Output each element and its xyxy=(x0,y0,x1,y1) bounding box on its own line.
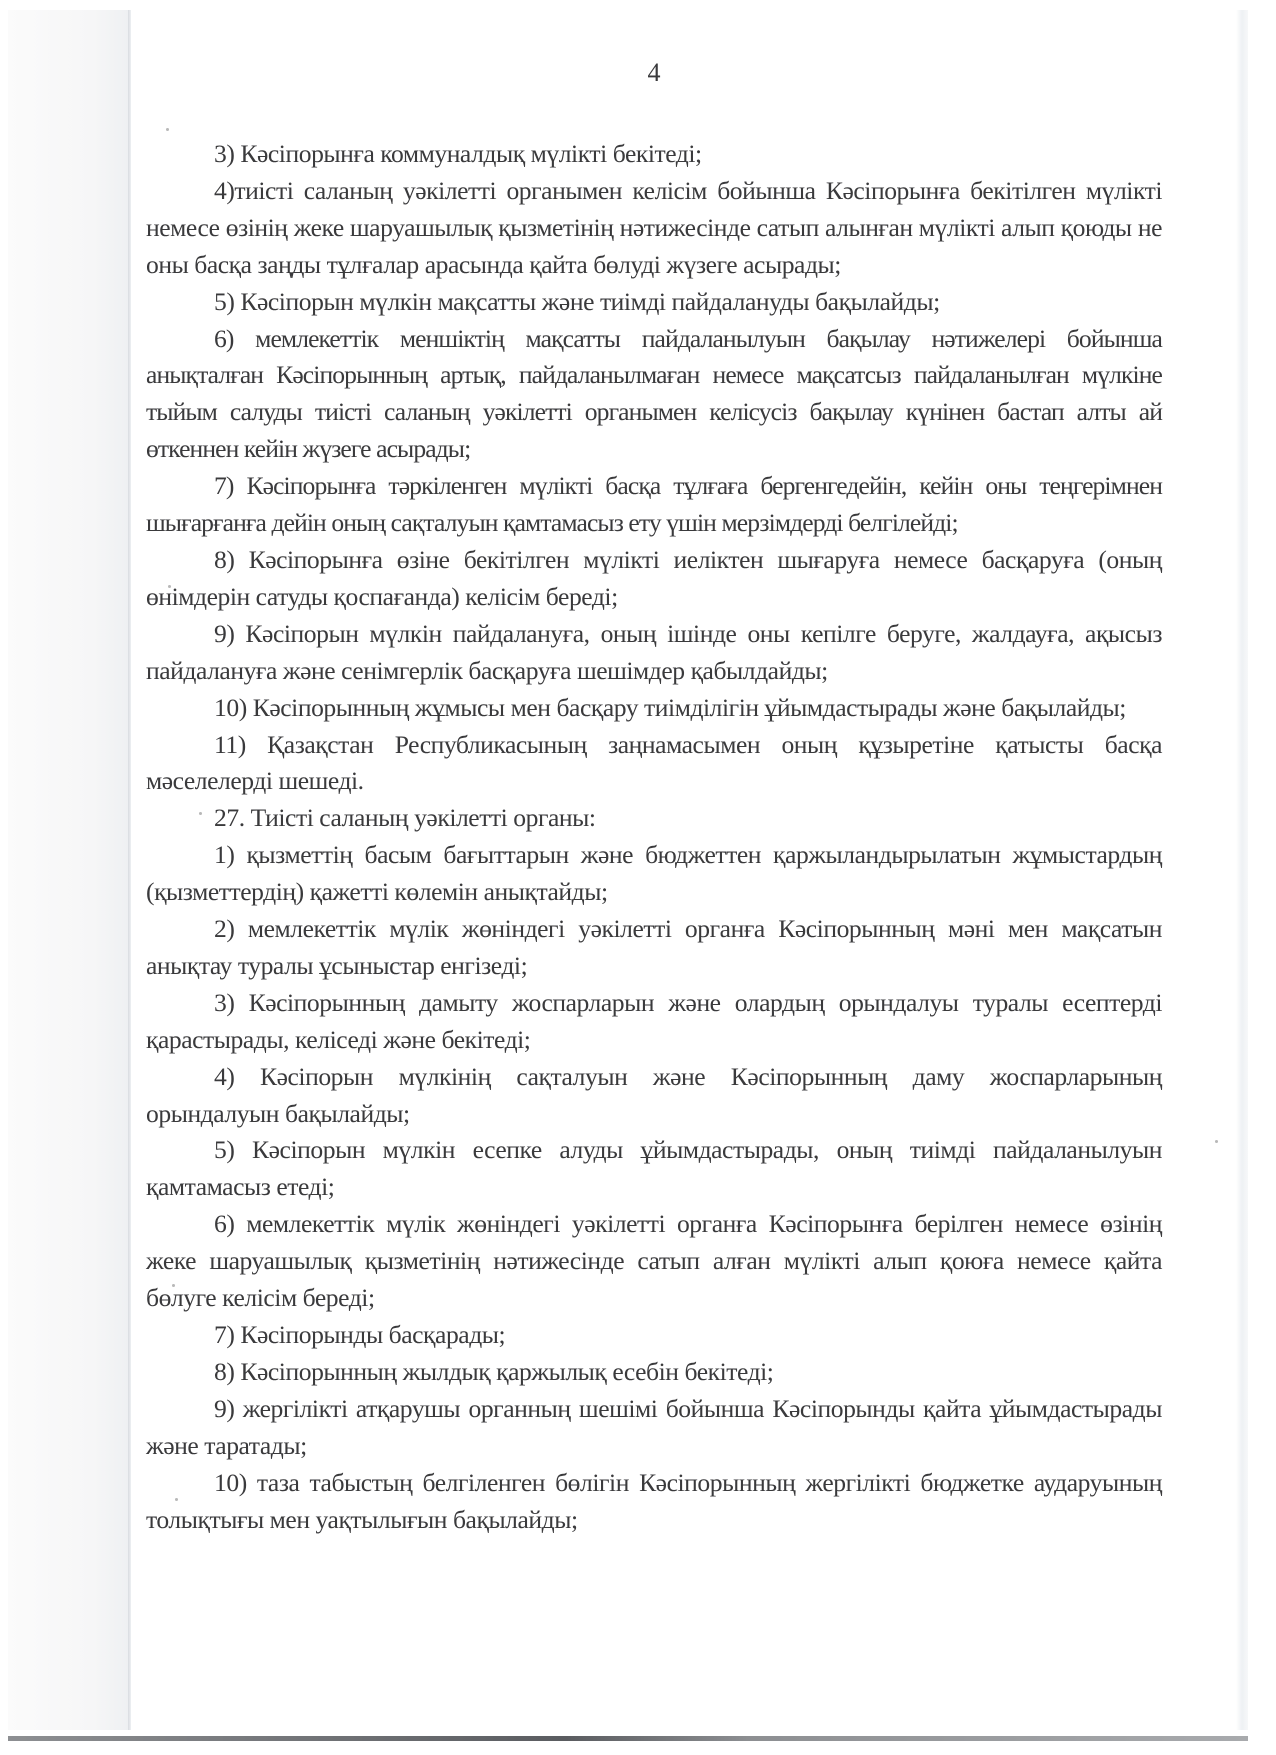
section-27-item-9: 9) жергілікті атқарушы органның шешімі бойынша Кәсіпорынды қайта ұйымдастырады және таратады; xyxy=(146,1393,1162,1460)
section-27-item-7: 7) Кәсіпорынды басқарады; xyxy=(214,1320,506,1349)
paragraph-item-9: 9) Кәсіпорын мүлкін пайдалануға, оның ішінде оны кепілге беруге, жалдауға, ақысыз пайдалануға және сенімгерлік басқаруға шешімдер қабылдайды; xyxy=(146,618,1162,685)
section-27-item-8: 8) Кәсіпорынның жылдық қаржылық есебін бекітеді; xyxy=(214,1356,774,1386)
paragraph-item-3: 3) Кәсіпорынға коммуналдық мүлікті бекітеді; xyxy=(214,139,702,168)
section-27-item-5: 5) Кәсіпорын мүлкін есепке алуды ұйымдастырады, оның тиімді пайдаланылуын қамтамасыз етеді; xyxy=(146,1135,1162,1202)
section-27-item-10: 10) таза табыстың белгіленген бөлігін Кәсіпорынның жергілікті бюджетке аударуының толықтығы мен уақтылығын бақылайды; xyxy=(146,1467,1162,1534)
paragraph-item-5: 5) Кәсіпорын мүлкін мақсатты және тиімді пайдалануды бақылайды; xyxy=(214,286,940,316)
bottom-page-edge-shadow xyxy=(8,1736,1248,1741)
paragraph-item-8: 8) Кәсіпорынға өзіне бекітілген мүлікті иеліктен шығаруға немесе басқаруға (оның өнімдерін сатуды қоспағанда) келісім береді; xyxy=(146,544,1162,611)
paragraph-item-4: 4)тиісті саланың уәкілетті органымен келісім бойынша Кәсіпорынға бекітілген мүлікті немесе өзінің жеке шаруашылық қызметінің нәтижесінде сатып алынған мүлікті алып қоюды не оны басқа заңды тұлғалар арасында қайта бөлуді жүзеге асырады; xyxy=(146,175,1162,279)
paragraph-item-11: 11) Қазақстан Республикасының заңнамасымен оның құзыретіне қатысты басқа мәселелерді шешеді. xyxy=(146,729,1162,796)
paragraph-item-6: 6) мемлекеттік меншіктің мақсатты пайдаланылуын бақылау нәтижелері бойынша анықталған Кәсіпорынның артық, пайдаланылмаған немесе мақсатсыз пайдаланылған мүлкіне тыйым салуды тиісті саланың уәкілетті органымен келісусіз бақылау күнінен бастап алты ай өткеннен кейін жүзеге асырады; xyxy=(146,323,1162,464)
section-27-item-4: 4) Кәсіпорын мүлкінің сақталуын және Кәсіпорынның даму жоспарларының орындалуын бақылайды; xyxy=(146,1061,1162,1128)
section-27-item-1: 1) қызметтің басым бағыттарын және бюджеттен қаржыландырылатын жұмыстардың (қызметтердің) қажетті көлемін анықтайды; xyxy=(146,840,1162,907)
page-fold-edge xyxy=(128,10,131,1730)
document-body xyxy=(146,136,1162,1538)
paragraph-item-10: 10) Кәсіпорынның жұмысы мен басқару тиімділігін ұйымдастырады және бақылайды; xyxy=(214,692,1126,722)
section-27-heading: 27. Тиісті саланың уәкілетті органы: xyxy=(214,803,596,833)
scan-speck xyxy=(1215,1140,1218,1143)
page-number: 4 xyxy=(647,58,661,87)
previous-page-margin-strip xyxy=(8,10,130,1730)
right-page-edge xyxy=(1236,10,1248,1730)
section-27-item-2: 2) мемлекеттік мүлік жөніндегі уәкілетті органға Кәсіпорынның мәні мен мақсатын анықтау туралы ұсыныстар енгізеді; xyxy=(146,914,1162,980)
scan-speck xyxy=(166,128,169,131)
section-27-item-3: 3) Кәсіпорынның дамыту жоспарларын және олардың орындалуы туралы есептерді қарастырады, келіседі және бекітеді; xyxy=(146,987,1162,1054)
section-27-item-6: 6) мемлекеттік мүлік жөніндегі уәкілетті органға Кәсіпорынға берілген немесе өзінің жеке шаруашылық қызметінің нәтижесінде сатып алған мүлікті алып қоюға немесе қайта бөлуге келісім береді; xyxy=(146,1209,1162,1313)
paragraph-item-7: 7) Кәсіпорынға тәркіленген мүлікті басқа тұлғаға бергенгедейін, кейін оны теңгерімнен шығарғанға дейін оның сақталуын қамтамасыз ету үшін мерзімдерді белгілейді; xyxy=(146,471,1162,538)
